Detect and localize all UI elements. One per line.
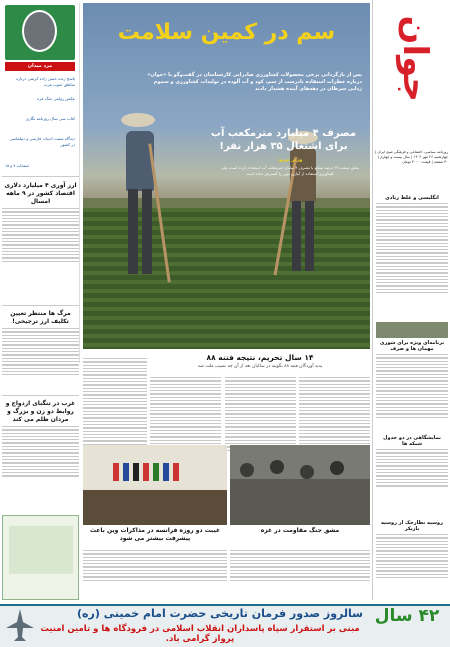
banner-title: سالروز صدور فرمان تاریخی حضرت امام خمینی (ره) — [77, 607, 363, 620]
story-col-3 — [150, 375, 221, 453]
left-story-1[interactable]: ارز آوری ۴ میلیارد دلاری اقتصاد کشور در ۹ ماهه امسال — [2, 182, 79, 264]
sub-byline: وزیر نیرو: — [277, 157, 303, 163]
banner-subtitle: مبنی بر استقرار سپاه پاسداران انقلاب اسلامی در فرودگاه ها و تامین امنیت پرواز گرامی باد. — [40, 624, 360, 644]
right-story-3[interactable]: نمایشگاهی در دو جدول شبکه ها — [376, 435, 448, 489]
left-ad-box[interactable] — [2, 515, 79, 600]
portrait-face — [22, 10, 57, 52]
right-story-photo — [376, 322, 448, 338]
rail-item[interactable]: دیدگاه سمت ادبیات فارسی و دیپلماسی در کشور — [9, 136, 75, 147]
photo-caption-left[interactable]: غیبت دو روزه فرانسه در مذاکرات وین باعث پیشرفت بیشتر می شود — [89, 527, 221, 542]
story-col-2 — [225, 375, 296, 453]
rail-item[interactable]: عکس روایتی جنگ غزه — [37, 96, 75, 101]
photo-caption-right[interactable]: مشق جنگ مقاومت در غزه — [260, 527, 340, 534]
rail-item[interactable]: کتاب سی سال روزنامه نگاری — [25, 116, 75, 121]
hero-photo[interactable] — [83, 3, 370, 349]
negotiations-photo[interactable] — [83, 445, 227, 525]
banner-anniversary: ۴۲ سال — [374, 606, 440, 626]
farmer-figure-right — [278, 131, 328, 281]
right-story-1[interactable]: انگلیسی و غلط زیادی — [376, 195, 448, 295]
story-col-4 — [83, 356, 147, 447]
caption-text-left — [83, 548, 227, 583]
sub-lead-text: بخش صنعت ۲۷ درصد صنایع با مصرف ۴ میلیارد مترمکعب آب استخدام کرده است، ولی کشاورزی استفاده از آبیاری نوین را گسترش نداده است — [220, 165, 360, 176]
story-col-1 — [299, 375, 370, 453]
rail-item[interactable]: پاسخ زنده حسن زاده کریمی درباره مناطق جنوب غرب — [16, 76, 75, 87]
left-story-2[interactable]: مرگ ها منتظر تعیین تکلیف ارز ترجیحی! — [2, 310, 79, 377]
right-story-2[interactable]: برنامه‌ای ویژه برای شوری مهمان ها و صرف — [376, 322, 448, 420]
caption-text-right — [230, 548, 370, 583]
fighters-photo[interactable] — [230, 445, 370, 525]
story-subhead: پدید آوردگان فتنه ۸۸ بگویند در سالیان بعد از آن چه نصیب ملت شد — [197, 364, 323, 369]
story-headline[interactable]: ۱۴ سال تحریم، نتیجه فتنه ۸۸ — [206, 353, 314, 362]
left-story-3[interactable]: غرب در تنگنای ازدواج و روابط دو زن و بزرگ و مردان ظلم می کند — [2, 400, 79, 479]
rail-header: مرد میدان — [5, 62, 75, 71]
right-story-4[interactable]: روسیه نظارخک از روسیه بازیکر — [376, 520, 448, 580]
masthead-info: روزنامه سیاسی، اجتماعی و فرهنگی صبح ایران | چهارشنبه ۲۶ مهر ۱۴۰۲ | سال بیست و چهارم | ۳۰ صفحه | قیمت: ۳۰۰۰ تومان — [375, 150, 448, 164]
hero-lead-text: پس از بازگردانی برخی محصولات کشاورزی صادراتی کارشناسان در گفت‌وگو با «جوان» درباره خطرات استفاده نادرست از سم، کود و آب آلوده در تولیدات کشاورزی و سموم زدایی سرطان در دهه‌های آینده هشدار دادند — [147, 72, 362, 92]
farmer-figure-left — [118, 113, 168, 283]
newspaper-logo: جوان — [395, 15, 435, 102]
hero-headline[interactable]: سم در کمین سلامت — [117, 20, 336, 45]
fighter-jet-icon — [5, 608, 35, 642]
rail-footer: صفحات ۷ و ۱۵ — [5, 163, 29, 168]
ad-image — [9, 526, 73, 574]
sub-headline[interactable]: مصرف ۴ میلیارد مترمکعب آب برای اشتغال ۳۵ هزار نفر! — [210, 128, 357, 152]
